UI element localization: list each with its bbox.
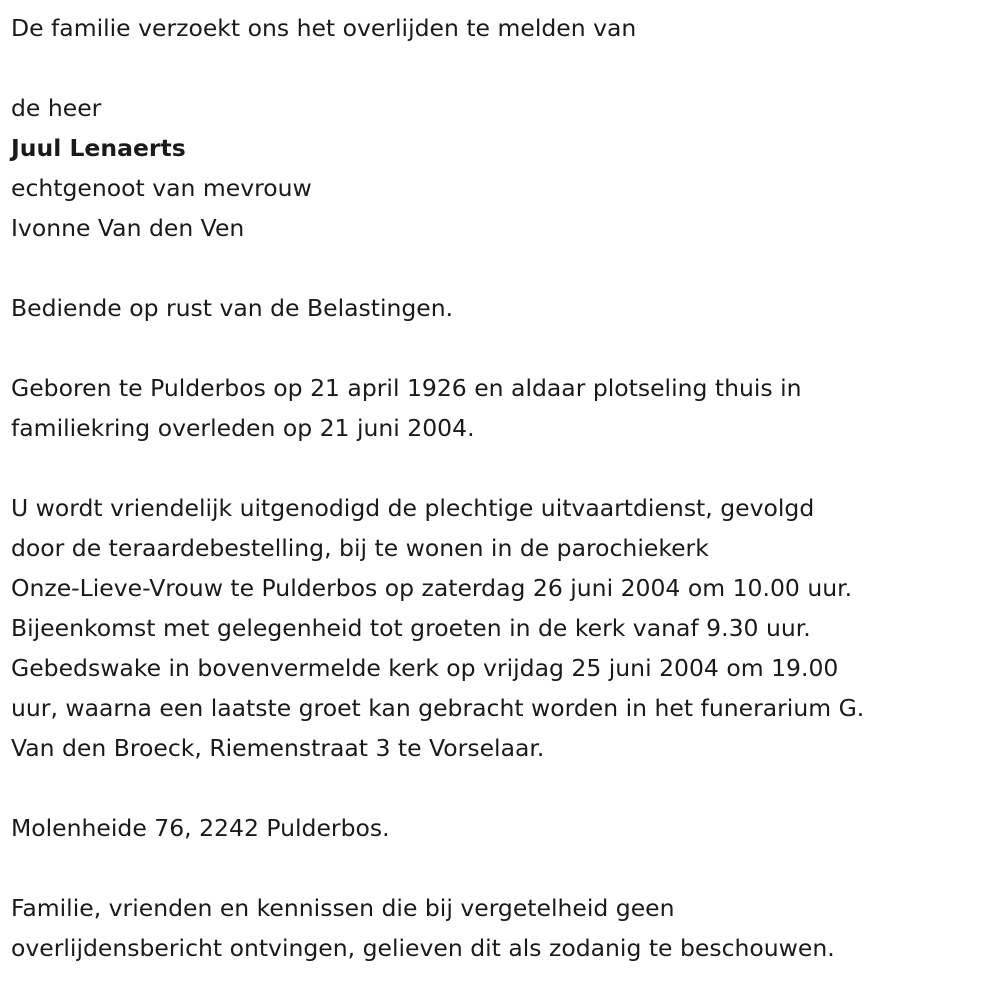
deceased-name: Juul Lenaerts [11, 134, 186, 162]
spouse-name: Ivonne Van den Ven [11, 214, 245, 242]
closing-paragraph: Familie, vrienden en kennissen die bij vergetelheid geen overlijdensbericht ontvingen, gelieven dit als zodanig te beschouwen. [11, 894, 835, 962]
address-text: Molenheide 76, 2242 Pulderbos. [11, 814, 390, 842]
spacer [11, 448, 996, 488]
birth-death-paragraph: Geboren te Pulderbos op 21 april 1926 en aldaar plotseling thuis in familiekring overleden op 21 juni 2004. [11, 374, 802, 442]
spacer [11, 328, 996, 368]
spouse-label: echtgenoot van mevrouw [11, 174, 312, 202]
spacer [11, 48, 996, 88]
funeral-paragraph: U wordt vriendelijk uitgenodigd de plechtige uitvaartdienst, gevolgd door de teraardebestelling, bij te wonen in de parochiekerk Onze-Lieve-Vrouw te Pulderbos op zaterdag 26 juni 2004 om 10.00 uur. Bijeenkomst met gelegenheid tot groeten in de kerk vanaf 9.30 uur. Gebedswake in bovenvermelde kerk op vrijdag 25 juni 2004 om 19.00 uur, waarna een laatste groet kan gebracht worden in het funerarium G. Van den Broeck, Riemenstraat 3 te Vorselaar. [11, 494, 865, 762]
spacer [11, 768, 996, 808]
spacer [11, 848, 996, 888]
spacer [11, 248, 996, 288]
intro-text: De familie verzoekt ons het overlijden te melden van [11, 14, 637, 42]
salutation: de heer [11, 94, 102, 122]
occupation-text: Bediende op rust van de Belastingen. [11, 294, 454, 322]
obituary-notice [11, 8, 996, 968]
